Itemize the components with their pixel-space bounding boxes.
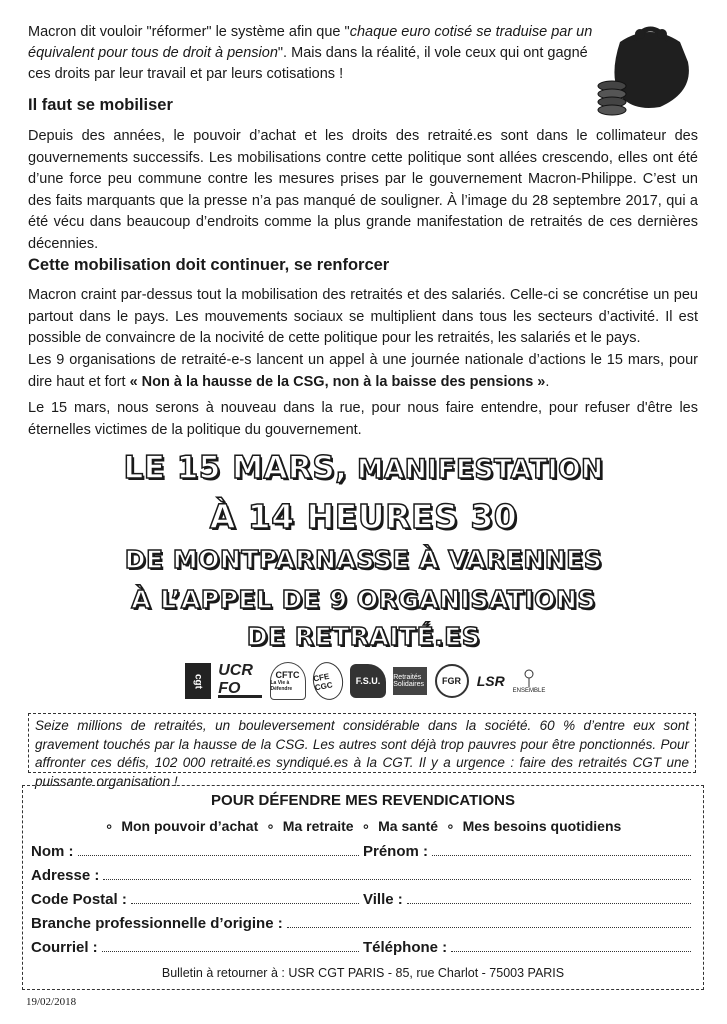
form-row-contact (31, 939, 695, 956)
bullet-mark: ∘ (266, 818, 275, 834)
appel-text: Les 9 organisations de retraité-e-s lancent un appel à une journée nationale d’actions le 15 mars, pour dire haut et fort (28, 352, 698, 390)
demand-besoins: Mes besoins quotidiens (462, 818, 622, 834)
paragraph-appel (28, 350, 698, 393)
telephone-label: Téléphone : (363, 939, 448, 956)
form-row-branch (31, 915, 695, 932)
code-postal-label: Code Postal : (31, 891, 127, 908)
branche-label: Branche professionnelle d’origine : (31, 915, 283, 932)
bullet-mark: ∘ (361, 818, 371, 834)
solidaires-logo: Retraités Solidaires (393, 667, 427, 695)
banner-line-retraites: DE RETRAITÉ.ES (246, 622, 481, 651)
banner-line-route: DE MONTPARNASSE À VARENNES (124, 545, 603, 574)
lsr-logo: LSR (476, 673, 505, 689)
appel-slogan: « Non à la hausse de la CSG, non à la baisse des pensions » (129, 373, 546, 390)
nom-field[interactable] (78, 843, 360, 856)
cftc-logo-tagline: La Vie à Défendre (270, 680, 293, 692)
paragraph-macron-craint: Macron craint par-dessus tout la mobilisation des retraités et des salariés. Celle-ci se concrétise un peu partout dans le pays. Les mouvements sociaux se multiplient dans tous les secteurs d’activité. Il est possible de convaincre de la nocivité de cette politique pour les retraités, les salariés et le pays. (28, 287, 698, 346)
courriel-label: Courriel : (31, 939, 98, 956)
form-return-address: Bulletin à retourner à : USR CGT PARIS - 85, rue Charlot - 75003 PARIS (161, 966, 565, 980)
intro-paragraph (28, 22, 608, 85)
code-postal-field[interactable] (131, 891, 359, 904)
print-date: 19/02/2018 (26, 996, 77, 1008)
form-demands (23, 818, 703, 835)
fsu-logo: F.S.U. (350, 664, 386, 698)
demand-pouvoir-achat: Mon pouvoir d’achat (121, 818, 259, 834)
telephone-field[interactable] (451, 939, 691, 952)
prenom-label: Prénom : (363, 843, 429, 860)
adresse-field[interactable] (103, 867, 691, 880)
form-title: POUR DÉFENDRE MES REVENDICATIONS (211, 792, 515, 809)
nom-label: Nom : (31, 843, 74, 860)
ucr-fo-logo: UCR FO (218, 665, 262, 698)
intro-quote: chaque euro cotisé se traduise par un équivalent pour tous de droit à pension (28, 24, 593, 61)
form-row-address (31, 867, 695, 884)
heading-continuer: Cette mobilisation doit continuer, se renforcer (28, 256, 390, 274)
banner-line-date (0, 450, 727, 486)
heading-mobiliser: Il faut se mobiliser (28, 96, 173, 114)
bullet-mark: ∘ (445, 818, 455, 834)
intro-text-end: ". Mais dans la réalité, il vole ceux qui ont gagné ces droits par leur travail et par leurs cotisations ! (28, 45, 588, 82)
intro-text-start: Macron dit vouloir "réformer" le système afin que " (28, 24, 350, 40)
demand-retraite: Ma retraite (282, 818, 354, 834)
cftc-logo (270, 662, 306, 700)
branche-field[interactable] (287, 915, 691, 928)
syndicalisation-box: Seize millions de retraités, un bouleversement considérable dans la société. 60 % d’entre eux sont gravement touchés par la hausse de la CSG. Les autres sont déjà trop pauvres pour être ponctionnés. Pour affronter ces défis, 102 000 retraité.es syndiqué.es à la CGT. Il y a urgence : faire des retraités CGT une puissante organisation ! (28, 713, 696, 773)
ensemble-logo-text: ENSEMBLE (512, 688, 546, 694)
banner-line-appeal: À L’APPEL DE 9 ORGANISATIONS (131, 585, 596, 614)
ville-label: Ville : (363, 891, 403, 908)
paragraph-15-mars: Le 15 mars, nous serons à nouveau dans la rue, pour nous faire entendre, pour refuser d'être les éternelles victimes de la politique du gouvernement. (28, 400, 698, 438)
cfe-cgc-logo: CFE CGC (310, 660, 346, 703)
form-row-name (31, 843, 695, 860)
appel-end: . (545, 373, 550, 390)
cgt-logo: cgt (185, 663, 211, 699)
courriel-field[interactable] (102, 939, 359, 952)
purse-coins-icon (590, 12, 710, 122)
fgr-logo: FGR (435, 664, 469, 698)
banner-line-time: À 14 HEURES 30 (209, 497, 518, 536)
bullet-mark: ∘ (104, 818, 114, 834)
banner-date: LE 15 MARS, (123, 450, 348, 486)
union-logos (185, 660, 545, 702)
ensemble-logo (513, 663, 545, 699)
paragraph-mobiliser: Depuis des années, le pouvoir d’achat et les droits des retraité.es sont dans le collimateur des gouvernements successifs. Les mobilisations contre cette politique sont allées crescendo, elles ont été d’une force peu commune contre les mesures prises par le gouvernement Macron-Philippe. C’est un des faits marquants que la presse n’a pas manqué de souligner. À l’image du 28 septembre 2017, qui a été vécu dans beaucoup d’endroits comme la plus grande manifestation de retraités de ces dernières décennies. (28, 128, 698, 252)
form-row-city (31, 891, 695, 908)
prenom-field[interactable] (432, 843, 691, 856)
ville-field[interactable] (407, 891, 691, 904)
banner-manifestation: MANIFESTATION (347, 455, 604, 485)
ensemble-flower-icon (521, 668, 537, 688)
adresse-label: Adresse : (31, 867, 100, 884)
cftc-logo-text: CFTC (275, 670, 300, 680)
demand-sante: Ma santé (378, 818, 439, 834)
membership-form (22, 785, 704, 990)
